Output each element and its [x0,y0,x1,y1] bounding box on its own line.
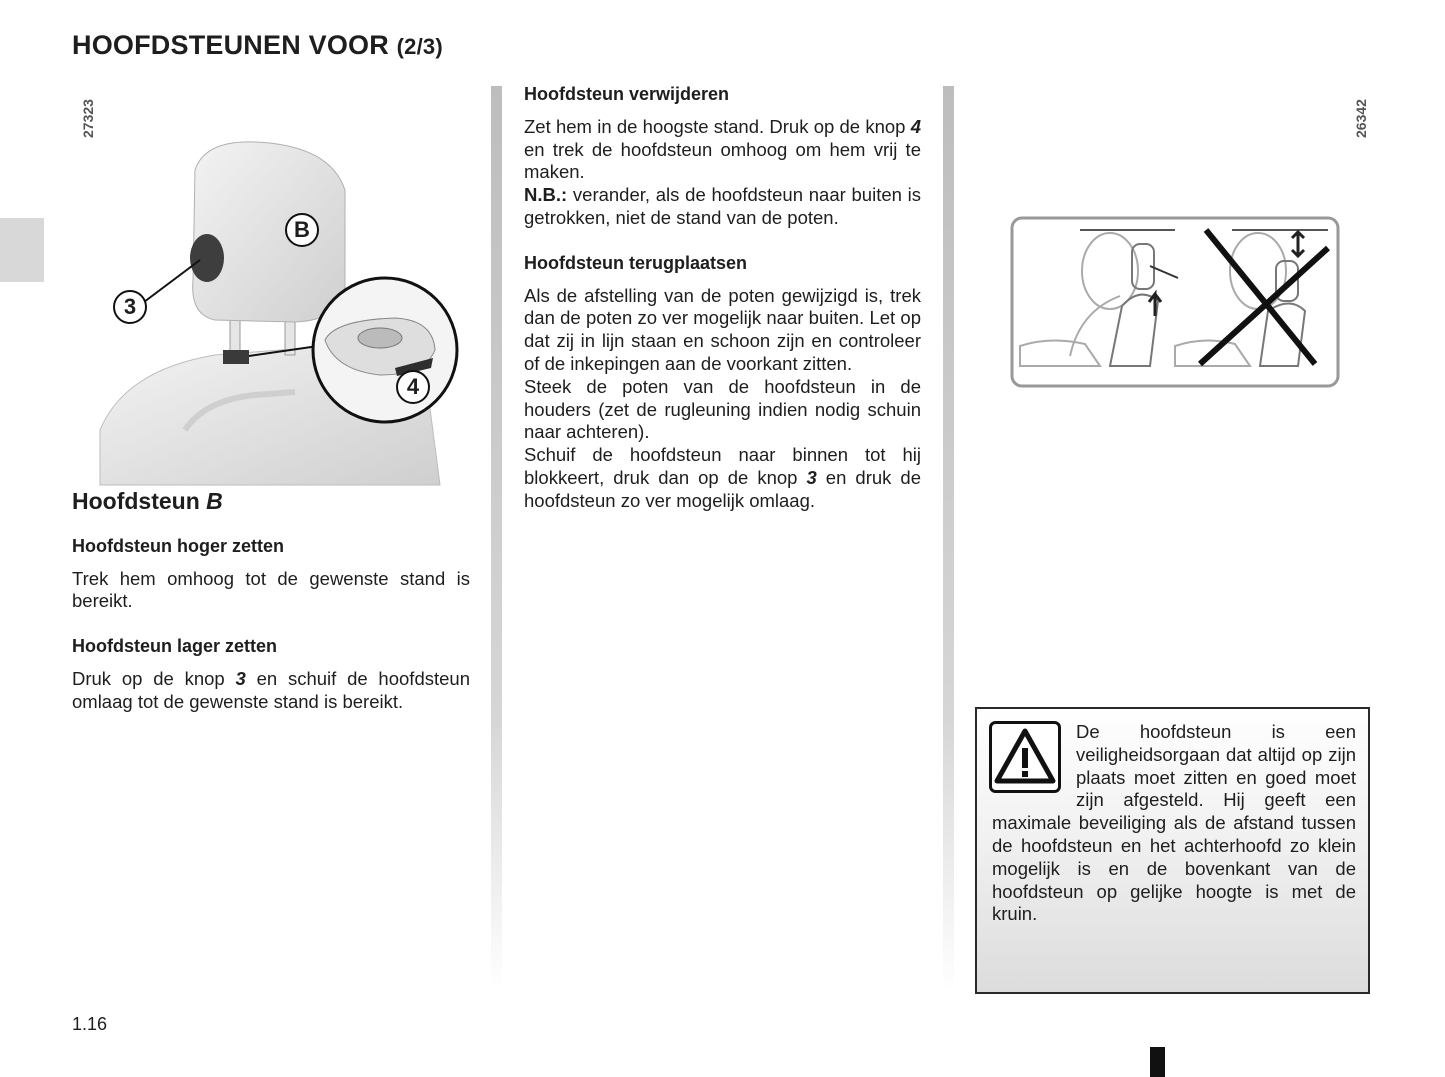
refit-text-b: en druk de hoofdsteun zo ver mogelijk omlaag. [524,466,921,511]
section-tab-marker [0,218,44,282]
page-edge-marker [1150,1047,1165,1077]
page-title [72,30,443,61]
callout-3: 3 [113,290,147,324]
column-divider-right [943,86,954,991]
refit-paragraph-3 [524,444,921,512]
lower-text-b: en schuif de hoofdsteun omlaag tot de gewenste stand is bereikt. [72,667,470,712]
lower-text-a: Druk op de knop [72,667,236,689]
section-heading-text: Hoofdsteun [72,488,207,514]
left-column [72,490,470,714]
page-title-part: (2/3) [396,34,443,59]
page-number: 1.16 [72,1014,108,1034]
warning-icon-spacer [992,721,1076,793]
nb-label: N.B.: [524,184,568,206]
nb-note [524,184,921,230]
remove-title: Hoofdsteun verwijderen [524,84,730,104]
warning-text-block [992,721,1356,926]
callout-4: 4 [396,370,430,404]
column-divider-left [491,86,502,991]
headrest-position-diagram [1010,216,1342,388]
page-title-main: HOOFDSTEUNEN VOOR [72,30,389,60]
remove-text-a: Zet hem in de hoogste stand. Druk op de knop [524,115,911,137]
refit-knob-ref: 3 [806,466,817,488]
refit-text-a: Schuif de hoofdsteun naar binnen tot hij blokkeert, druk dan op de knop [524,444,921,488]
figure-code-right: 26342 [1353,99,1369,138]
remove-text [524,116,921,184]
refit-title: Hoofdsteun terugplaatsen [524,252,748,273]
remove-text-b: en trek de hoofdsteun omhoog om hem vrij te maken. [524,138,921,183]
warning-text: De hoofdsteun is een veiligheidsorgaan dat altijd op zijn plaats moet zitten en goed moet zijn afgesteld. Hij geeft een maximale beveiliging als de afstand tussen de hoofdsteun en het achterhoofd zo klein mogelijk is en de bovenkant van de hoofdsteun op gelijke hoogte is met de kruin. [992,721,1356,925]
raise-title: Hoofdsteun hoger zetten [72,535,284,556]
headrest-illustration [95,130,475,490]
lower-text [72,668,470,714]
refit-paragraph-1: Als de afstelling van de poten gewijzigd is, trek dan de poten zo ver mogelijk naar buiten. Let op dat zij in lijn staan en schoon zijn en controleer of de inkepingen aan de voorkant zitten. [524,284,921,374]
lower-title: Hoofdsteun lager zetten [72,636,278,657]
remove-knob-ref: 4 [910,115,921,137]
callout-b: B [285,213,319,247]
refit-paragraph-2: Steek de poten van de hoofdsteun in de houders (zet de rugleuning indien nodig schuin naar achteren). [524,375,921,443]
raise-text: Trek hem omhoog tot de gewenste stand is bereikt. [72,567,470,612]
nb-text: verander, als de hoofdsteun naar buiten is getrokken, niet de stand van de poten. [524,184,921,228]
section-heading [72,490,470,513]
figure-code-left: 27323 [80,99,96,138]
middle-column [524,83,921,513]
lower-knob-ref: 3 [235,667,246,689]
section-heading-letter: B [206,488,223,514]
